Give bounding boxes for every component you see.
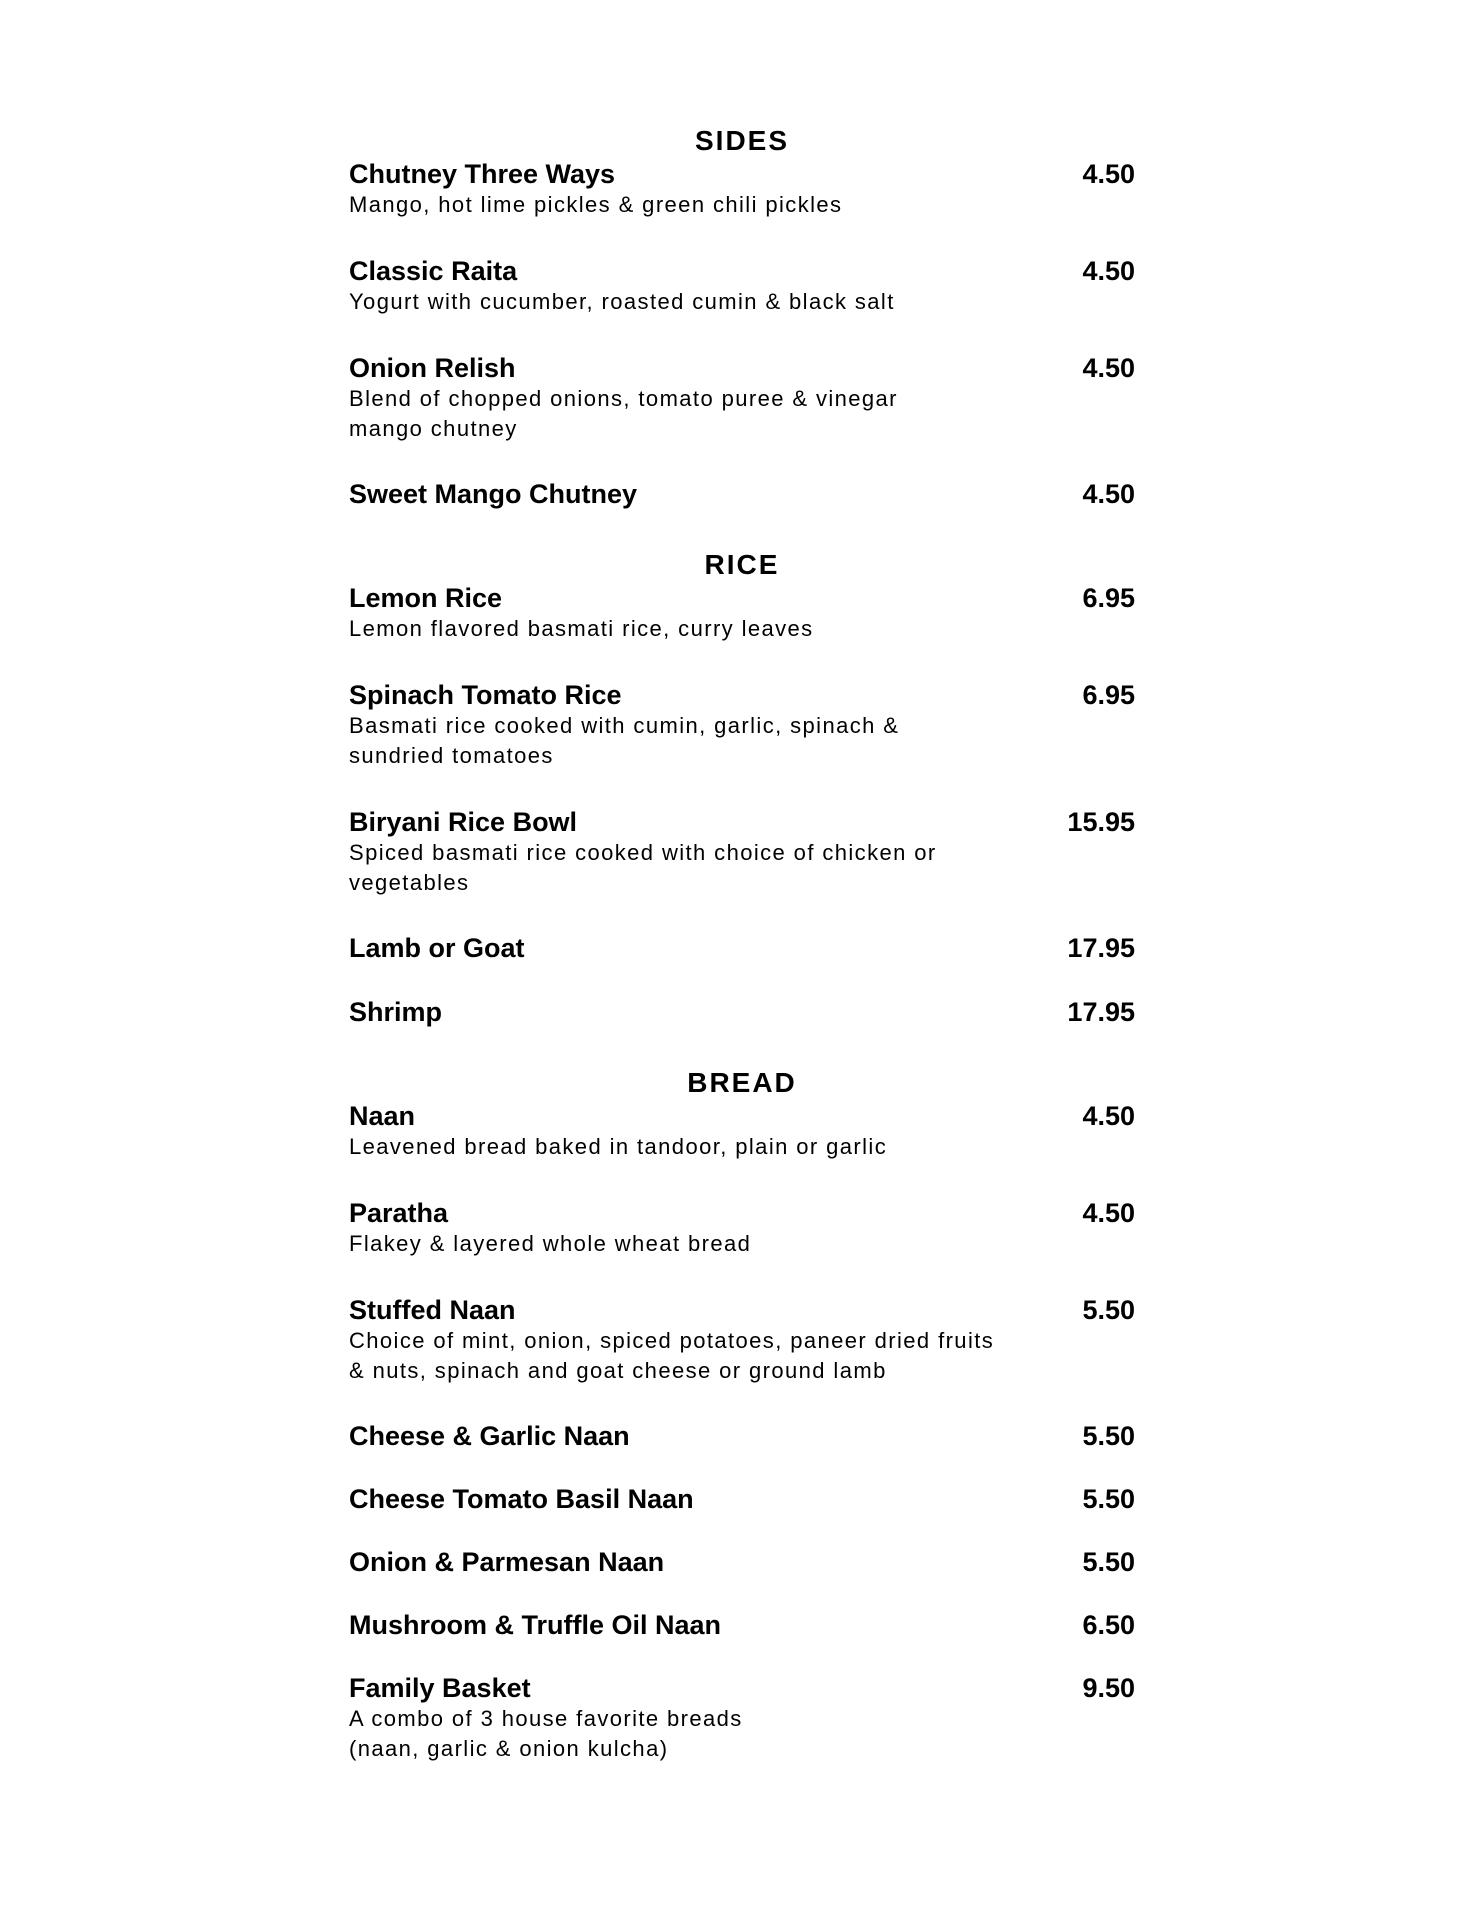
item-name: Spinach Tomato Rice xyxy=(349,680,622,710)
menu-item-stuffed-naan xyxy=(349,1294,1135,1386)
item-price: 15.95 xyxy=(1067,807,1135,837)
item-name: Naan xyxy=(349,1101,416,1131)
item-description: Spiced basmati rice cooked with choice of chicken or vegetables xyxy=(349,840,937,895)
item-description: Yogurt with cucumber, roasted cumin & black salt xyxy=(349,289,895,314)
menu-item-family-basket xyxy=(349,1672,1135,1764)
section-rice xyxy=(349,548,1135,1028)
menu-item-sweet-mango-chutney xyxy=(349,478,1135,510)
item-description: Basmati rice cooked with cumin, garlic, spinach & sundried tomatoes xyxy=(349,713,900,768)
item-name: Family Basket xyxy=(349,1673,531,1703)
menu-item-lamb-or-goat xyxy=(349,932,1135,964)
item-name: Cheese & Garlic Naan xyxy=(349,1421,630,1451)
item-name: Shrimp xyxy=(349,997,443,1027)
item-name: Sweet Mango Chutney xyxy=(349,479,638,509)
item-description: Leavened bread baked in tandoor, plain or garlic xyxy=(349,1134,888,1159)
item-price: 17.95 xyxy=(1067,933,1135,963)
item-price: 4.50 xyxy=(1082,159,1135,189)
item-price: 4.50 xyxy=(1082,1198,1135,1228)
item-description: Flakey & layered whole wheat bread xyxy=(349,1231,752,1256)
section-title-bread: BREAD xyxy=(687,1067,797,1098)
item-name: Cheese Tomato Basil Naan xyxy=(349,1484,694,1514)
item-description: Lemon flavored basmati rice, curry leaves xyxy=(349,616,814,641)
section-title-sides: SIDES xyxy=(694,125,790,156)
menu-item-onion-relish xyxy=(349,352,1135,444)
section-sides xyxy=(349,124,1135,510)
menu-item-shrimp xyxy=(349,996,1135,1028)
item-price: 9.50 xyxy=(1082,1673,1135,1703)
menu-item-naan xyxy=(349,1100,1135,1162)
item-price: 6.50 xyxy=(1082,1610,1135,1640)
item-name: Chutney Three Ways xyxy=(349,159,616,189)
menu-item-chutney-three-ways xyxy=(349,158,1135,220)
item-price: 5.50 xyxy=(1082,1547,1135,1577)
menu-item-spinach-tomato-rice xyxy=(349,679,1135,771)
item-description: Blend of chopped onions, tomato puree & vinegar mango chutney xyxy=(349,386,898,441)
item-price: 4.50 xyxy=(1082,479,1135,509)
menu-item-paratha xyxy=(349,1197,1135,1259)
menu-item-mushroom-truffle-oil-naan xyxy=(349,1609,1135,1641)
item-name: Lamb or Goat xyxy=(349,933,525,963)
menu-item-lemon-rice xyxy=(349,582,1135,644)
item-price: 6.95 xyxy=(1082,583,1135,613)
item-name: Classic Raita xyxy=(349,256,518,286)
item-name: Mushroom & Truffle Oil Naan xyxy=(349,1610,722,1640)
item-name: Onion Relish xyxy=(349,353,516,383)
menu-item-biryani-rice-bowl xyxy=(349,806,1135,898)
item-description: Choice of mint, onion, spiced potatoes, paneer dried fruits & nuts, spinach and goat cheese or ground lamb xyxy=(349,1328,995,1383)
item-description: Mango, hot lime pickles & green chili pickles xyxy=(349,192,843,217)
item-name: Stuffed Naan xyxy=(349,1295,516,1325)
item-price: 4.50 xyxy=(1082,1101,1135,1131)
item-price: 5.50 xyxy=(1082,1484,1135,1514)
item-name: Onion & Parmesan Naan xyxy=(349,1547,665,1577)
item-description: A combo of 3 house favorite breads (naan, garlic & onion kulcha) xyxy=(349,1706,743,1761)
section-bread xyxy=(349,1066,1135,1764)
item-price: 5.50 xyxy=(1082,1421,1135,1451)
item-price: 17.95 xyxy=(1067,997,1135,1027)
item-name: Paratha xyxy=(349,1198,449,1228)
menu-item-cheese-garlic-naan xyxy=(349,1420,1135,1452)
item-price: 5.50 xyxy=(1082,1295,1135,1325)
menu-item-classic-raita xyxy=(349,255,1135,317)
item-name: Biryani Rice Bowl xyxy=(349,807,578,837)
section-title-rice: RICE xyxy=(704,549,780,580)
item-name: Lemon Rice xyxy=(349,583,503,613)
item-price: 4.50 xyxy=(1082,353,1135,383)
menu-item-cheese-tomato-basil-naan xyxy=(349,1483,1135,1515)
menu-page xyxy=(349,124,1135,1764)
menu-item-onion-parmesan-naan xyxy=(349,1546,1135,1578)
item-price: 6.95 xyxy=(1082,680,1135,710)
item-price: 4.50 xyxy=(1082,256,1135,286)
